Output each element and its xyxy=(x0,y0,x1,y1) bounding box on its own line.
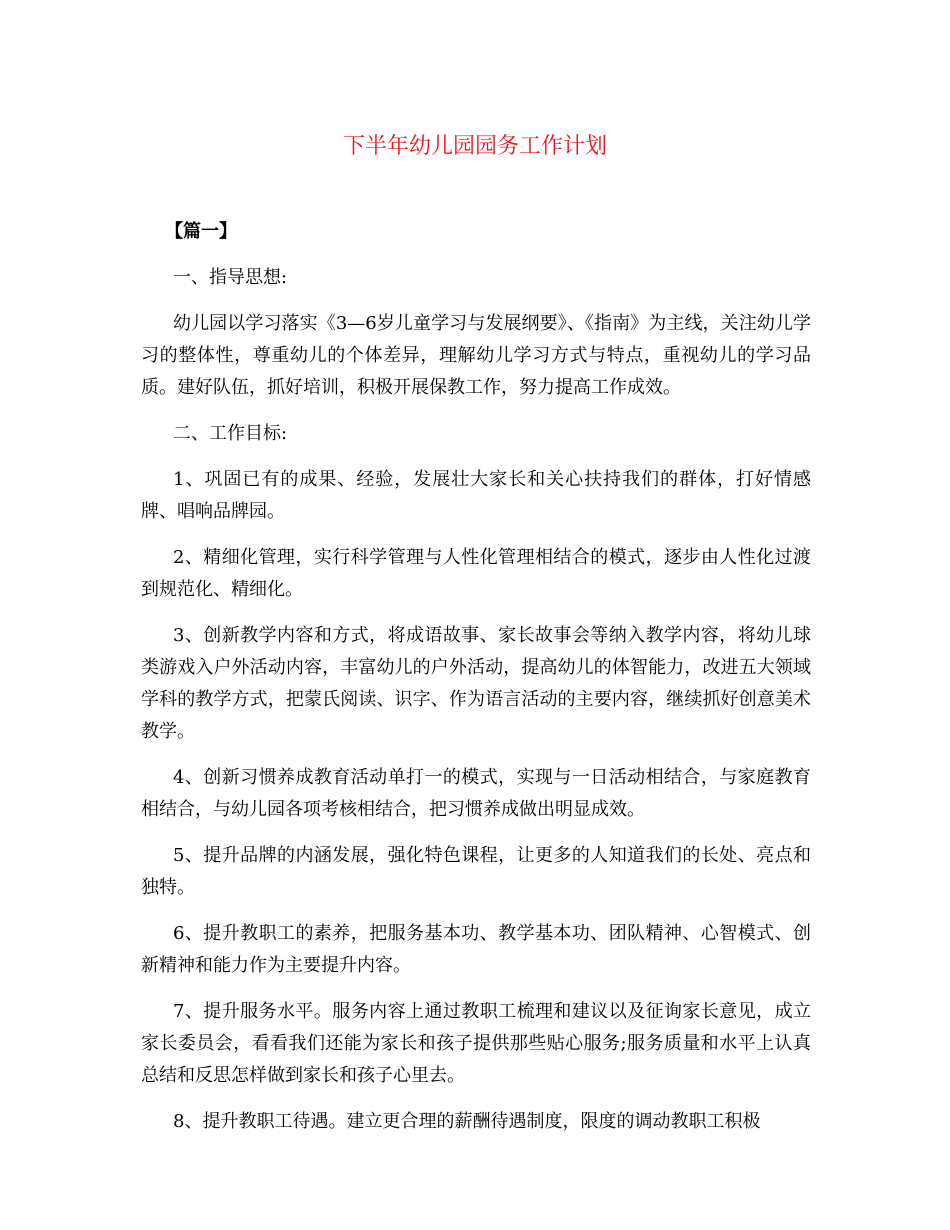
goal-item-6: 6、提升教职工的素养，把服务基本功、教学基本功、团队精神、心智模式、创新精神和能力作为主要提升内容。 xyxy=(141,923,811,976)
goal-item-2: 2、精细化管理，实行科学管理与人性化管理相结合的模式，逐步由人性化过渡到规范化、精细化。 xyxy=(141,547,811,600)
goal-item-3: 3、创新教学内容和方式，将成语故事、家长故事会等纳入教学内容，将幼儿球类游戏入户外活动内容，丰富幼儿的户外活动，提高幼儿的体智能力，改进五大领域学科的教学方式，把蒙氏阅读、识字、作为语言活动的主要内容，继续抓好创意美术教学。 xyxy=(141,625,811,742)
document-body xyxy=(141,216,811,1152)
goal-item-4: 4、创新习惯养成教育活动单打一的模式，实现与一日活动相结合，与家庭教育相结合，与幼儿园各项考核相结合，把习惯养成做出明显成效。 xyxy=(141,767,811,820)
heading-guiding-ideology: 一、指导思想: xyxy=(173,267,288,288)
section-label: 【篇一】 xyxy=(165,221,237,242)
heading-work-goals: 二、工作目标: xyxy=(173,423,288,444)
goal-item-8: 8、提升教职工待遇。建立更合理的薪酬待遇制度，限度的调动教职工积极 xyxy=(173,1111,761,1132)
goal-item-1: 1、巩固已有的成果、经验，发展壮大家长和关心扶持我们的群体，打好情感牌、唱响品牌园。 xyxy=(141,469,811,522)
paragraph-guiding-ideology: 幼儿园以学习落实《3—6岁儿童学习与发展纲要》、《指南》为主线，关注幼儿学习的整体性，尊重幼儿的个体差异，理解幼儿学习方式与特点，重视幼儿的学习品质。建好队伍，抓好培训，积极开展保教工作，努力提高工作成效。 xyxy=(141,313,811,398)
goal-item-7: 7、提升服务水平。服务内容上通过教职工梳理和建议以及征询家长意见，成立家长委员会，看看我们还能为家长和孩子提供那些贴心服务;服务质量和水平上认真总结和反思怎样做到家长和孩子心里去。 xyxy=(141,1001,811,1086)
goal-item-5: 5、提升品牌的内涵发展，强化特色课程，让更多的人知道我们的长处、亮点和独特。 xyxy=(141,845,811,898)
document-title: 下半年幼儿园园务工作计划 xyxy=(342,134,607,159)
